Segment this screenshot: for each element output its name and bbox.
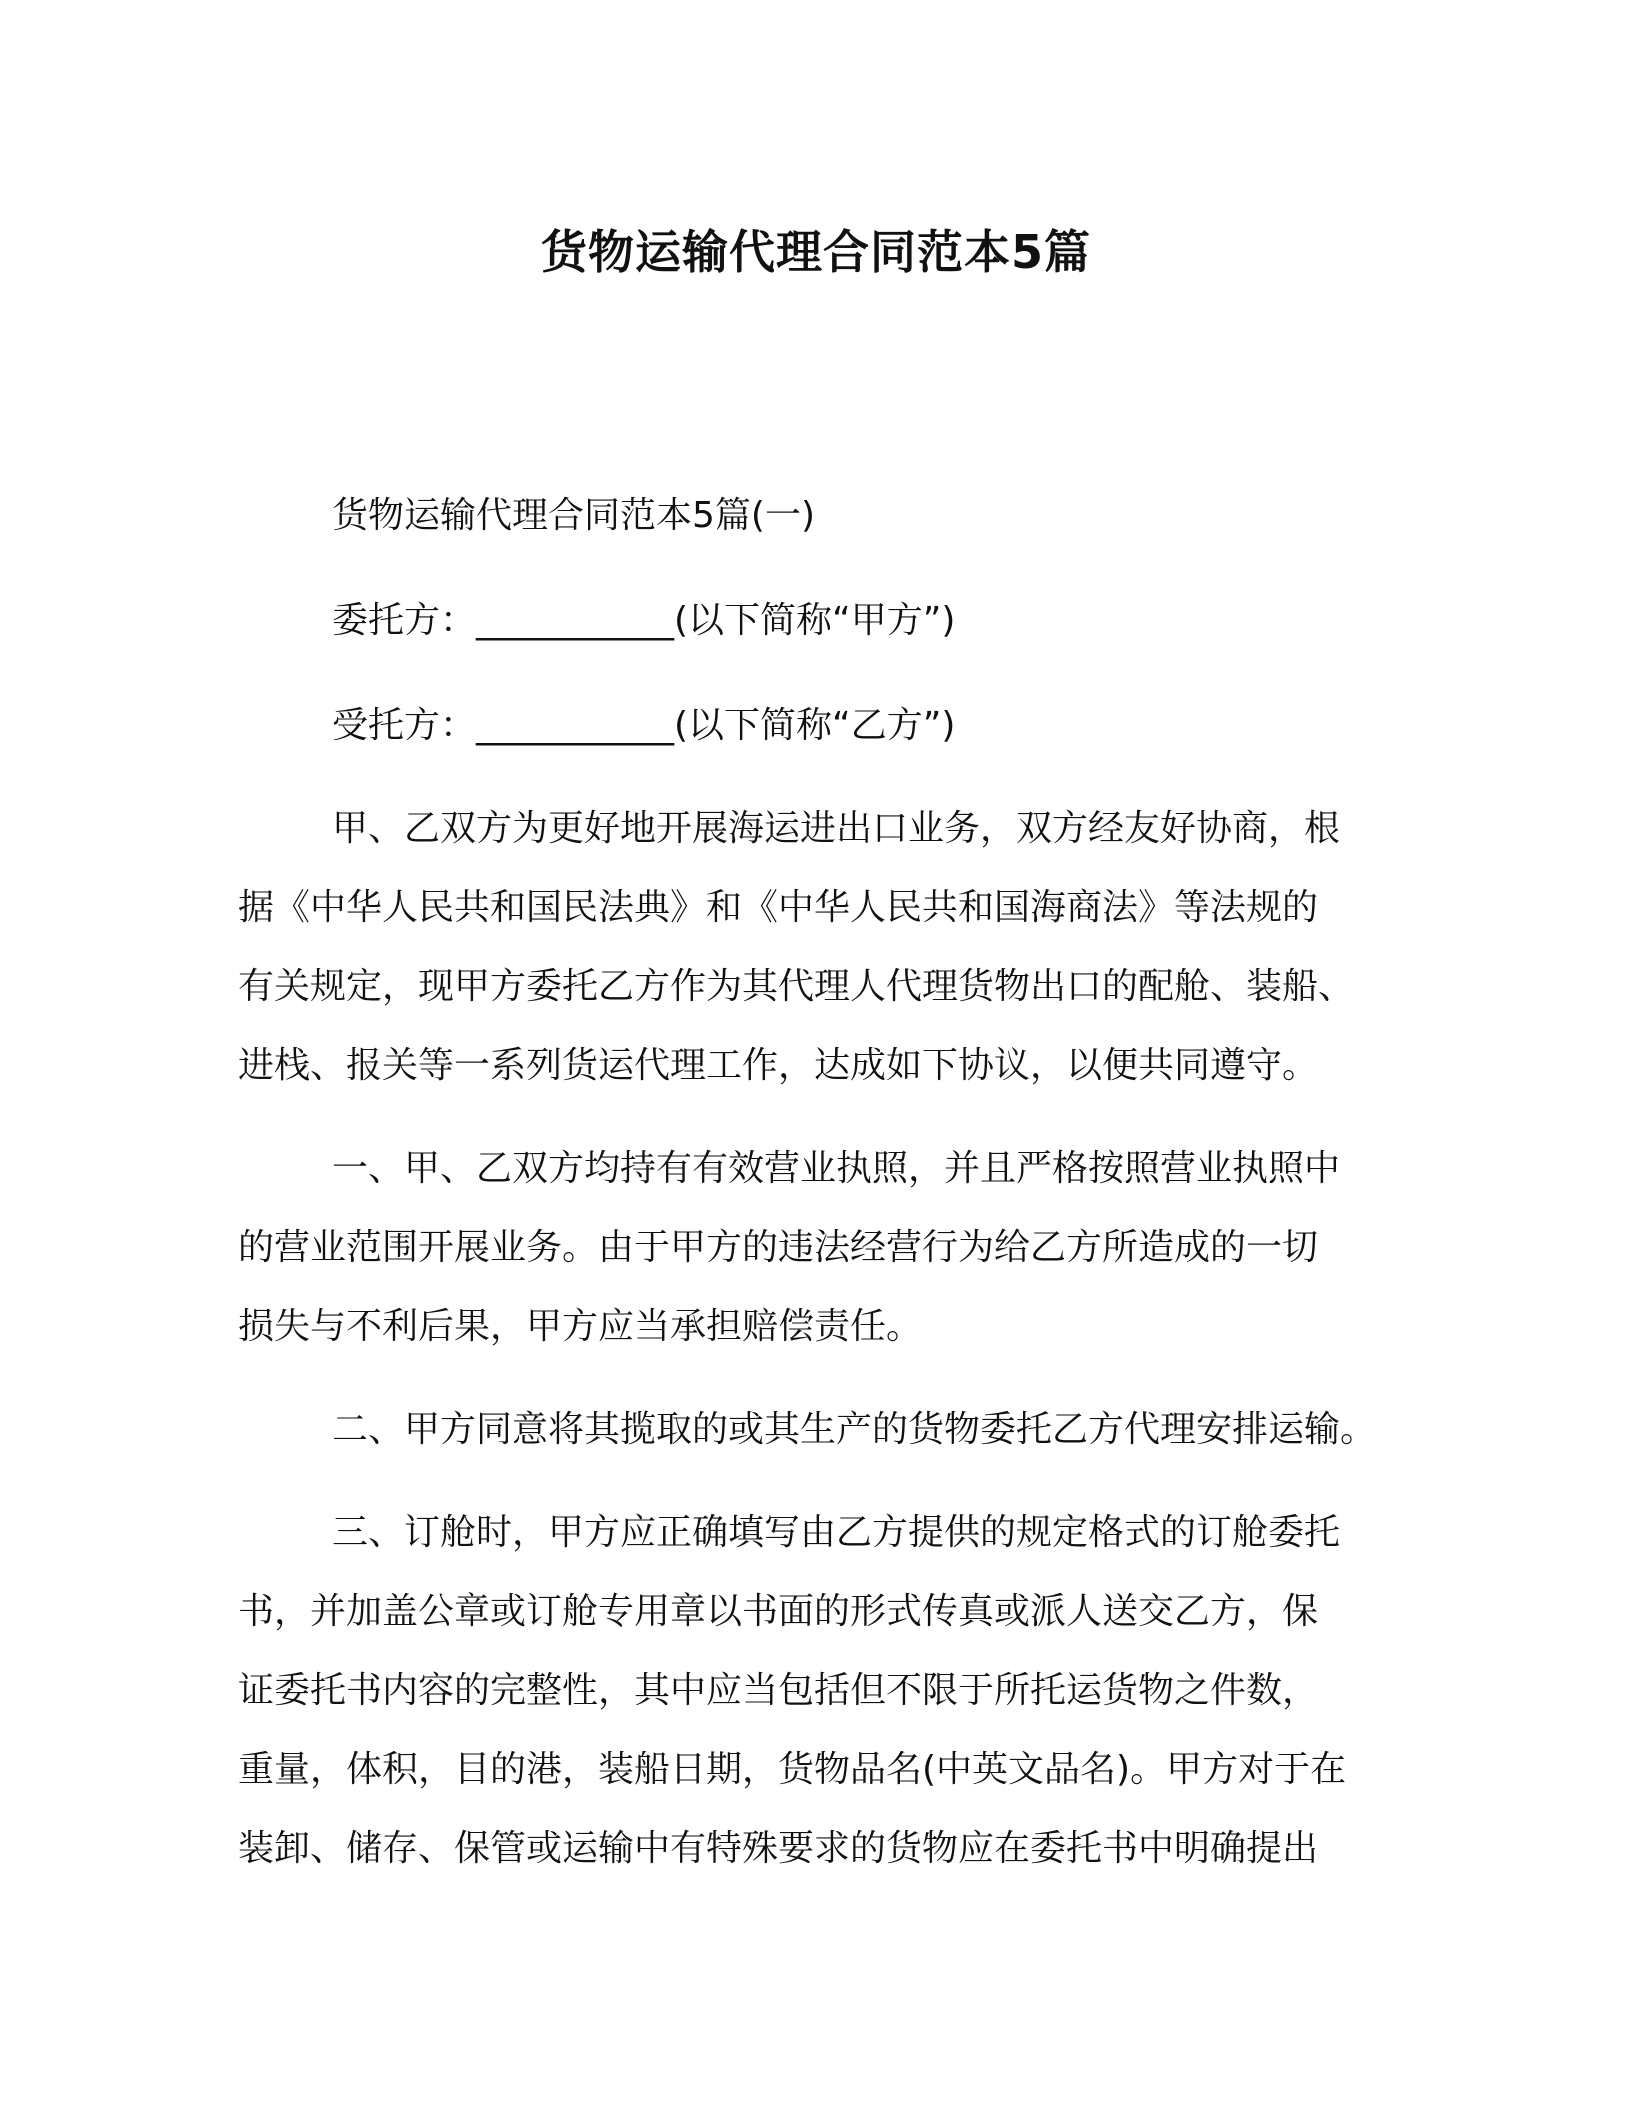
clause-1-line: 的营业范围开展业务。由于甲方的违法经营行为给乙方所造成的一切	[238, 1227, 1319, 1268]
preamble-line: 甲、乙双方为更好地开展海运进出口业务，双方经友好协商，根	[332, 808, 1341, 849]
section-subtitle: 货物运输代理合同范本5篇(一)	[332, 495, 815, 536]
clause-1-line: 损失与不利后果，甲方应当承担赔偿责任。	[238, 1306, 923, 1347]
clause-2-line: 二、甲方同意将其揽取的或其生产的货物委托乙方代理安排运输。	[332, 1409, 1377, 1450]
clause-1-line: 一、甲、乙双方均持有有效营业执照，并且严格按照营业执照中	[332, 1148, 1341, 1189]
preamble-line: 有关规定，现甲方委托乙方作为其代理人代理货物出口的配舱、装船、	[238, 966, 1355, 1007]
clause-3-line: 三、订舱时，甲方应正确填写由乙方提供的规定格式的订舱委托	[332, 1512, 1341, 1553]
clause-3-line: 证委托书内容的完整性，其中应当包括但不限于所托运货物之件数，	[238, 1670, 1319, 1711]
agent-party-line: 受托方：___________(以下简称“乙方”)	[332, 705, 956, 746]
preamble-line: 据《中华人民共和国民法典》和《中华人民共和国海商法》等法规的	[238, 887, 1319, 928]
clause-3-line: 书，并加盖公章或订舱专用章以书面的形式传真或派人送交乙方，保	[238, 1591, 1319, 1632]
clause-3-line: 装卸、储存、保管或运输中有特殊要求的货物应在委托书中明确提出	[238, 1828, 1319, 1869]
principal-party-line: 委托方：___________(以下简称“甲方”)	[332, 600, 956, 641]
clause-3-line: 重量，体积，目的港，装船日期，货物品名(中英文品名)。甲方对于在	[238, 1749, 1347, 1790]
preamble-line: 进栈、报关等一系列货运代理工作，达成如下协议，以便共同遵守。	[238, 1045, 1319, 1086]
document-title: 货物运输代理合同范本5篇	[540, 225, 1091, 279]
